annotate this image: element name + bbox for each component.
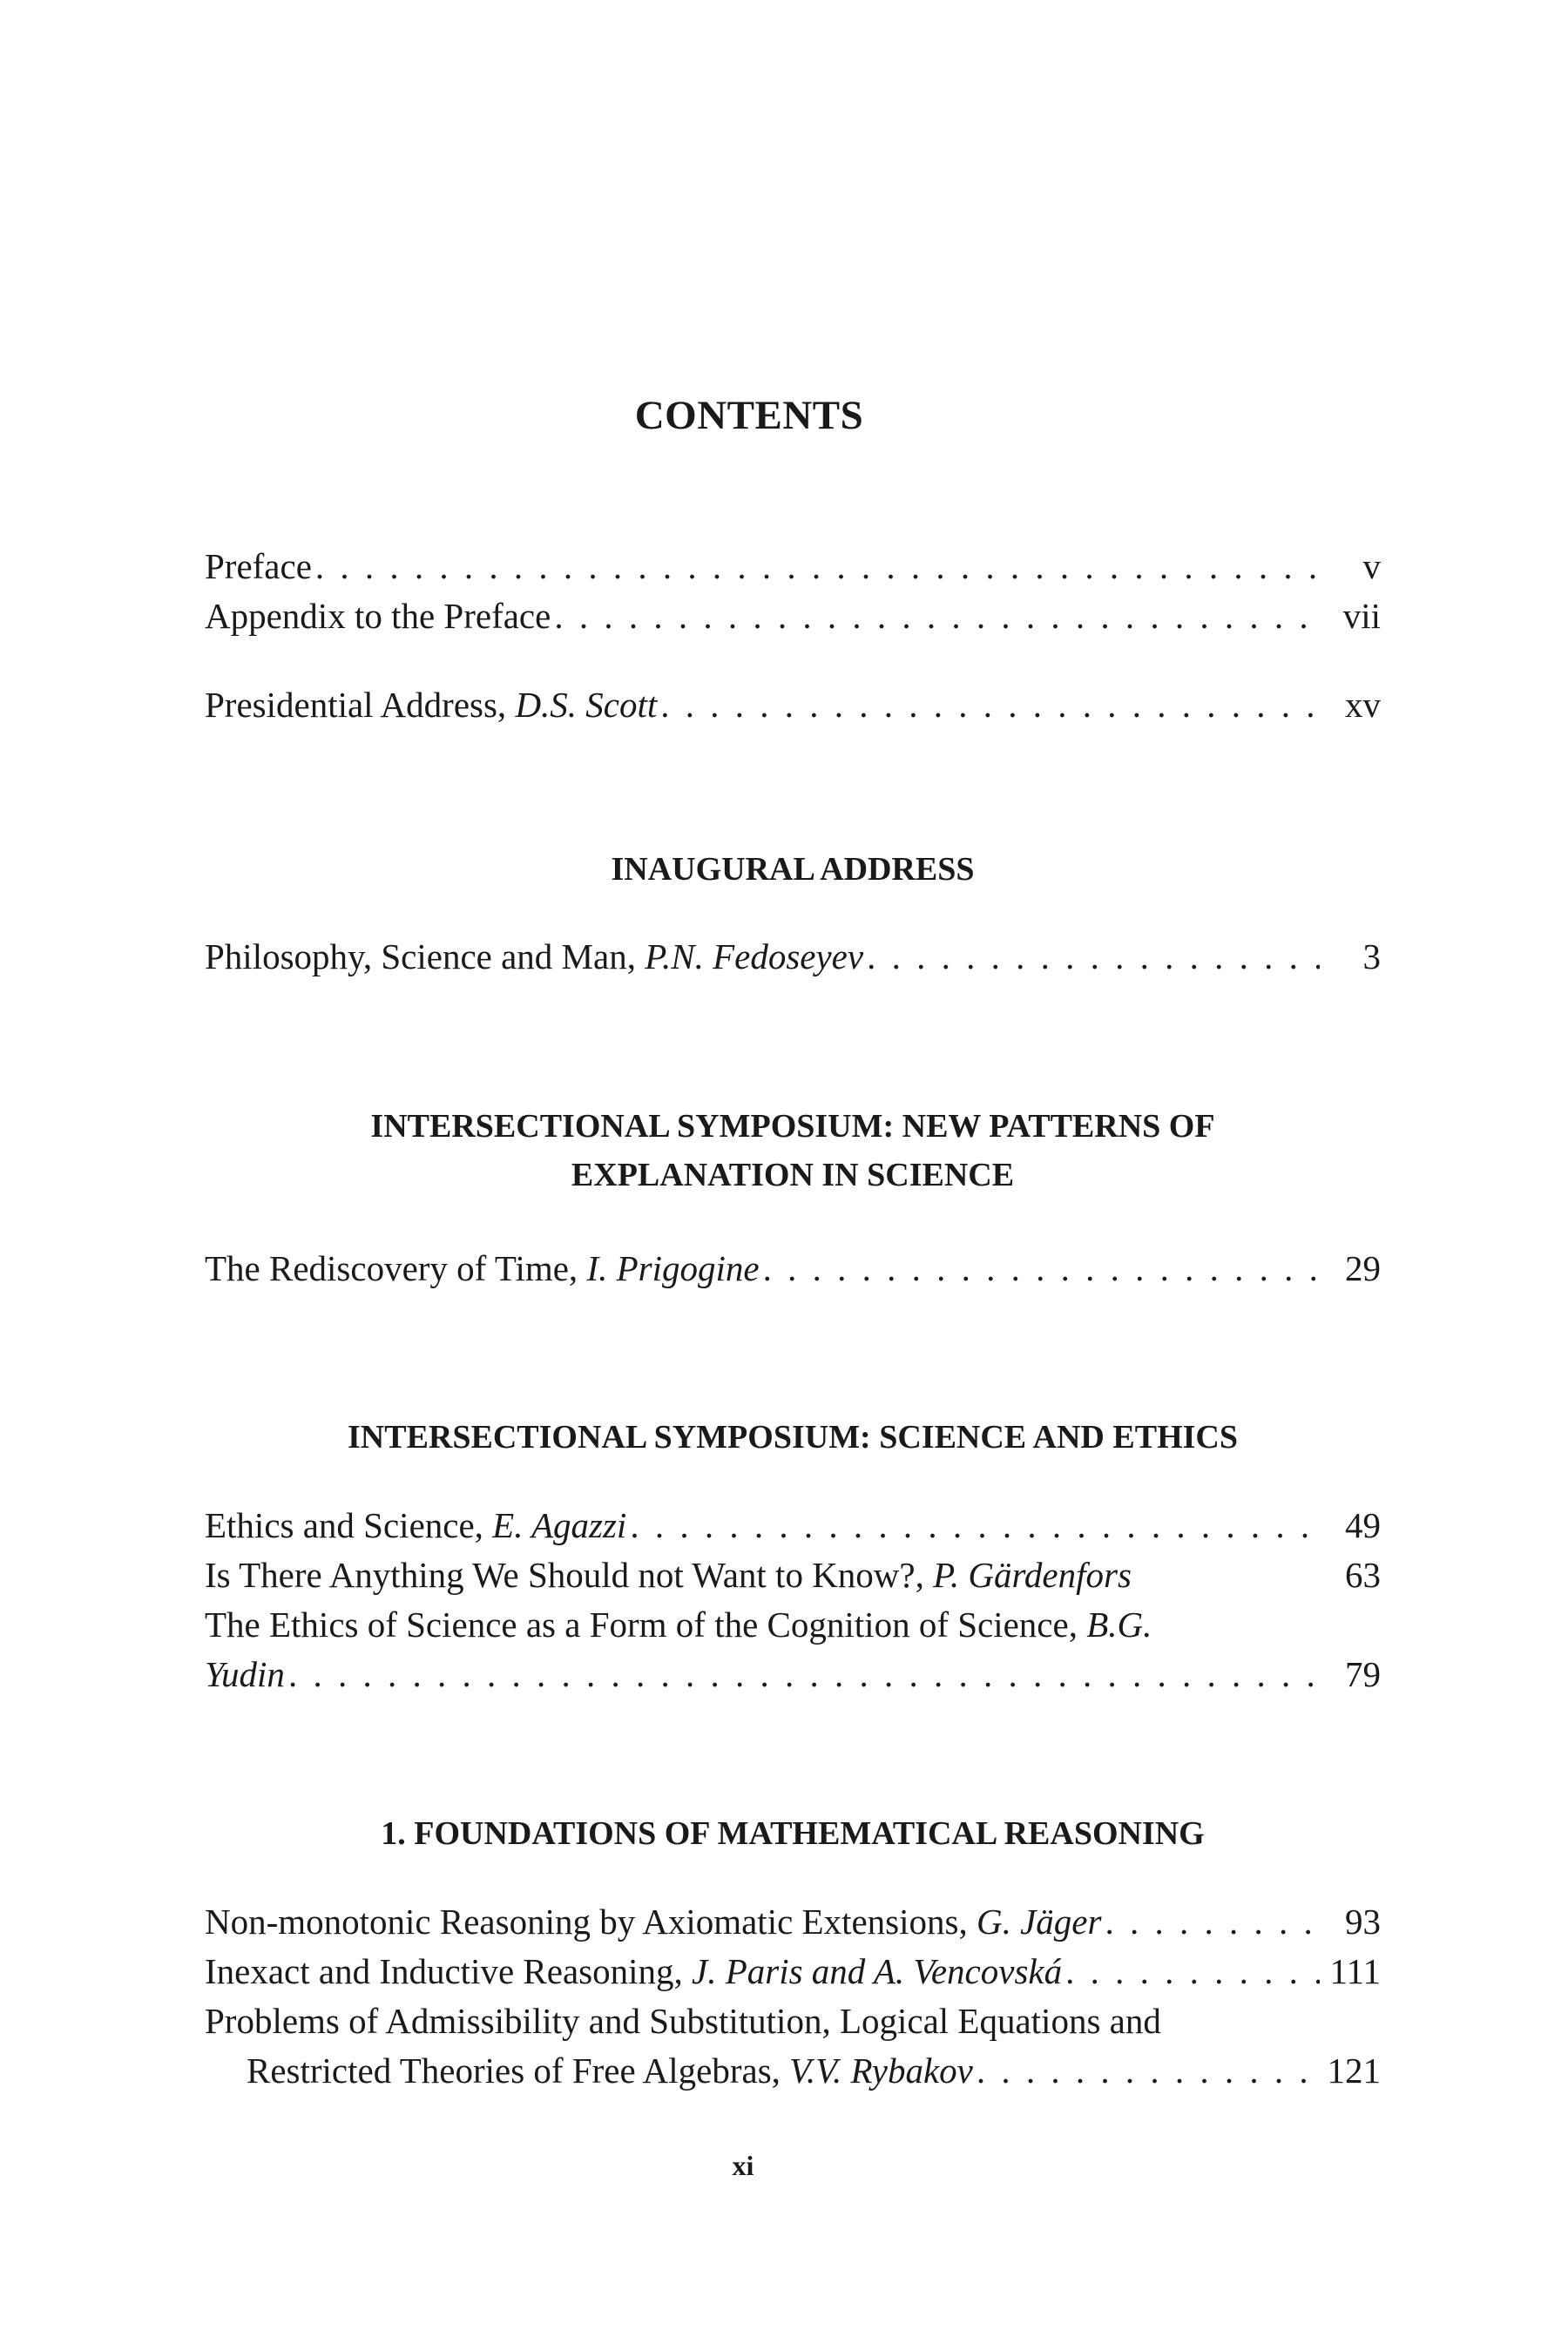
entry-author: D.S. Scott (515, 685, 658, 725)
entry-title: The Ethics of Science as a Form of the Cognition of Science, B.G. (205, 1604, 1152, 1645)
entry-title: Ethics and Science, E. Agazzi (205, 1505, 627, 1545)
entry-title: The Rediscovery of Time, I. Prigogine (205, 1248, 760, 1288)
leader-dots (1105, 1897, 1320, 1947)
leader-dots (630, 1501, 1320, 1550)
entry-title: Non-monotonic Reasoning by Axiomatic Extensions, G. Jäger (205, 1902, 1102, 1942)
toc-entry-preface[interactable] (205, 542, 1381, 591)
page-number: 93 (1345, 1902, 1381, 1942)
entry-title: Philosophy, Science and Man, P.N. Fedoseyev (205, 936, 864, 976)
entry-author: G. Jäger (976, 1902, 1102, 1942)
entry-author: V.V. Rybakov (789, 2050, 973, 2091)
leader-dots (977, 2046, 1319, 2096)
page-number: 29 (1345, 1248, 1381, 1288)
section-heading-new-patterns: INTERSECTIONAL SYMPOSIUM: NEW PATTERNS OF EXPLANATION IN SCIENCE (370, 1108, 1215, 1193)
entry-title: Preface (205, 546, 312, 586)
page-number: 63 (1345, 1555, 1381, 1595)
toc-entry-presidential-address[interactable] (205, 680, 1381, 730)
page-number: vii (1342, 596, 1381, 636)
entry-author: B.G. (1086, 1604, 1152, 1645)
leader-dots (763, 1244, 1320, 1294)
leader-dots (660, 680, 1320, 730)
section-heading-science-ethics: INTERSECTIONAL SYMPOSIUM: SCIENCE AND ETHICS (348, 1419, 1238, 1456)
entry-title: Is There Anything We Should not Want to Know?, P. Gärdenfors (205, 1555, 1132, 1595)
entry-author: P. Gärdenfors (933, 1555, 1132, 1595)
leader-dots (867, 932, 1320, 982)
entry-author: E. Agazzi (492, 1505, 627, 1545)
leader-dots (315, 542, 1320, 591)
toc-entry-rybakov[interactable] (205, 1996, 1381, 2096)
toc-entry-jager[interactable] (205, 1897, 1381, 1947)
toc-entry-gardenfors[interactable] (205, 1550, 1381, 1600)
page-title: CONTENTS (634, 393, 864, 438)
page-number: 49 (1345, 1505, 1381, 1545)
toc-entry-yudin[interactable] (205, 1600, 1381, 1699)
entry-title: Inexact and Inductive Reasoning, J. Paris and A. Vencovská (205, 1951, 1063, 1991)
entry-title: Problems of Admissibility and Substitution, Logical Equations and (205, 2001, 1161, 2041)
leader-dots (1065, 1947, 1320, 1996)
leader-dots (288, 1650, 1320, 1699)
page-number: xv (1345, 685, 1381, 725)
entry-author: J. Paris and A. Vencovská (692, 1951, 1063, 1991)
page-number: 121 (1327, 2050, 1381, 2091)
toc-entry-prigogine[interactable] (205, 1244, 1381, 1294)
toc-entry-paris-vencovska[interactable] (205, 1947, 1381, 1996)
toc-entry-fedoseyev[interactable] (205, 932, 1381, 982)
entry-author: Yudin (205, 1654, 285, 1694)
entry-title: Presidential Address, D.S. Scott (205, 685, 658, 725)
toc-entry-agazzi[interactable] (205, 1501, 1381, 1550)
page-number: v (1362, 546, 1381, 586)
leader-dots (554, 591, 1320, 641)
page-number: 3 (1362, 936, 1381, 976)
page-number: 111 (1329, 1951, 1381, 1991)
page-number: 79 (1345, 1654, 1381, 1694)
entry-author: P.N. Fedoseyev (645, 936, 864, 976)
entry-author: I. Prigogine (586, 1248, 760, 1288)
toc-entry-appendix[interactable] (205, 591, 1381, 641)
page-folio: xi (732, 2150, 754, 2181)
section-heading-inaugural: INAUGURAL ADDRESS (611, 851, 975, 888)
section-heading-foundations: 1. FOUNDATIONS OF MATHEMATICAL REASONING (381, 1815, 1205, 1852)
entry-title: Appendix to the Preface (205, 596, 551, 636)
entry-title-continued: Restricted Theories of Free Algebras, V.V. Rybakov (247, 2050, 973, 2091)
